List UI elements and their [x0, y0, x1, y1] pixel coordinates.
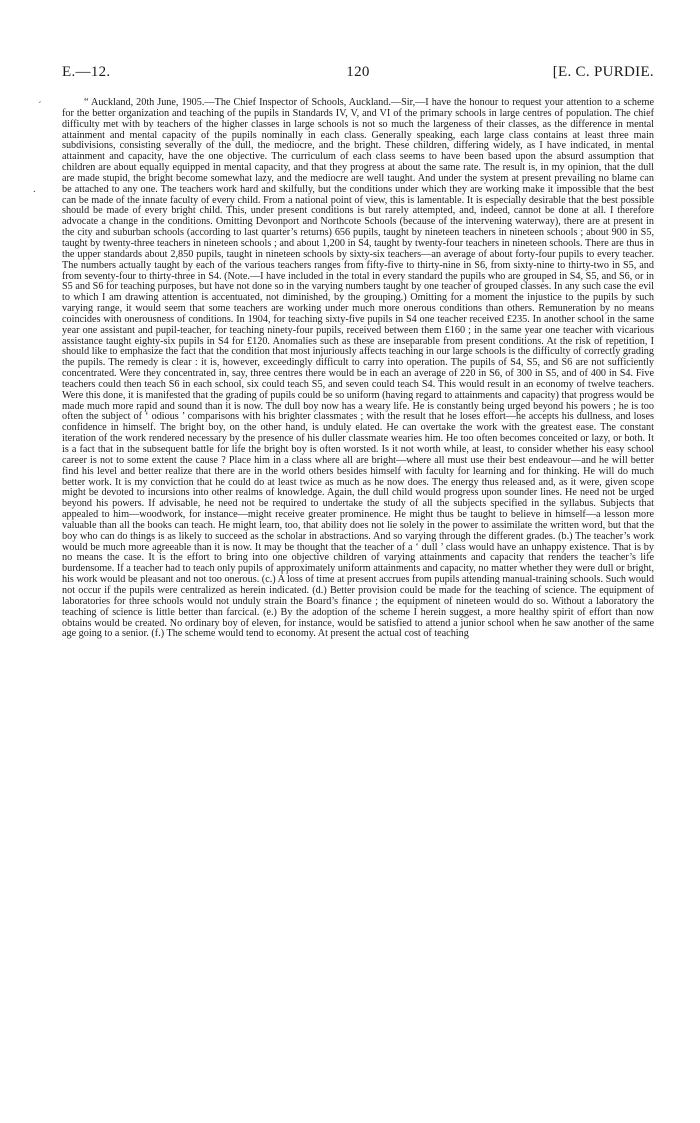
margin-dot-mark: .	[33, 183, 36, 195]
header-document-code: E.—12.	[62, 64, 111, 80]
body-paragraph: “ Auckland, 20th June, 1905.—The Chief Inspector of Schools, Auckland.—Sir,—I have the honour to request your attention to a scheme for the better organization and teaching of the pupils in Standards IV, V, and VI of the primary schools in large centres of population. The chief difficulty met with by teachers of the higher classes in large schools is not so much the largeness of their classes, as the difference in mental attainment and mental capacity of the pupils nominally in each class. Generally speaking, each large class contains at least three main subdivisions, consisting severally of the dull, the mediocre, and the bright. These children, differing widely, as I have indicated, in mental attainment and capacity, have the one objective. The curriculum of each class seems to have been based upon the absurd assumption that children are about equally equipped in mental capacity, and that they progress at about the same rate. The result is, in my opinion, that the dull are made stupid, the bright become somewhat lazy, and the mediocre are well taught. And under the system at present prevailing no blame can be attached to any one. The teachers work hard and skilfully, but the conditions under which they are working make it impossible that the best can be made of the innate faculty of every child. From a national point of view, this is lamentable. It is especially desirable that the best possible should be made of every bright child. This, under present conditions is but rarely attempted, and, indeed, cannot be done at all. I therefore advocate a change in the conditions. Omitting Devonport and Northcote Schools (because of the intervening waterway), there are at present in the city and suburban schools (according to last quarter’s returns) 656 pupils, taught by nineteen teachers in nineteen schools ; about 900 in S5, taught by twenty-three teachers in nineteen schools ; and about 1,200 in S4, taught by twenty-four teachers in nineteen schools. There are thus in the upper standards about 2,850 pupils, taught in nineteen schools by sixty-six teachers—an average of about forty-four pupils to every teacher. The numbers actually taught by each of the various teachers ranges from fifty-five to thirty-nine in S6, from sixty-nine to thirty-two in S5, and from seventy-four to thirty-three in S4. (Note.—I have included in the total in every standard the pupils who are grouped in S4, S5, and S6, or in S5 and S6 for teaching purposes, but have not done so in the varying numbers taught by one teacher of grouped classes. In any such case the evil to which I am drawing attention is accentuated, not diminished, by the grouping.) Omitting for a moment the injustice to the pupils by such varying range, it would seem that some teachers are working under much more onerous conditions than others. Remuneration by no means coincides with onerousness of conditions. In 1904, for teaching sixty-five pupils in S4 one teacher received £235. In another school in the same year one assistant and pupil-teacher, for teaching ninety-four pupils, received between them £160 ; in the same year one teacher with vicarious assistance taught eighty-six pupils in S4 for £120. Anomalies such as these are inseparable from present conditions. At the risk of repetition, I should like to emphasize the fact that the condition that most injuriously affects teaching in our large schools is the difficulty of correctly grading the pupils. The remedy is clear : it is, however, exceedingly difficult to carry into operation. The pupils of S4, S5, and S6 are not sufficiently concentrated. Were they concentrated in, say, three centres there would be in each an average of 220 in S6, of 300 in S5, and of 400 in S4. Five teachers could then teach S6 in each school, six could teach S5, and seven could teach S4. This would result in an economy of twelve teachers. Were this done, it is manifested that the grading of pupils could be so uniform (having regard to attainments and capacity) that progress would be made much more rapid and sound than it is now. The dull boy now has a weary life. He is constantly being urged beyond his powers ; he is too often the subject of ‘ odious ’ comparisons with his brighter classmates ; with the result that he loses effort—he accepts his dullness, and loses confidence in himself. The bright boy, on the other hand, is unduly elated. He can overtake the work with the greatest ease. The constant iteration of the work rendered necessary by the presence of his duller classmate wearies him. He too often becomes conceited or lazy, or both. It is a fact that in the subsequent battle for life the bright boy is often worsted. Is it not worth while, at least, to consider whether his easy school career is not to some extent the cause ? Place him in a class where all are bright—where all must use their best endeavour—and he will better find his level and better realize that there are in the world others besides himself with faculty for learning and for thinking. He will do much better work. It is my conviction that he could do at least twice as much as he now does. The energy thus released and, as it were, given scope might be devoted to incursions into other realms of knowledge. Again, the dull child would progress upon sounder lines. He need not be urged beyond his powers. If advisable, he need not be required to undertake the study of all the subjects specified in the syllabus. Subjects that appealed to him—woodwork, for instance—might receive greater prominence. He might thus be taught to believe in himself—a lesson more valuable than all the books can teach. He might learn, too, that ability does not lie solely in the power to assimilate the written word, but that the boy who can do things is as likely to succeed as the scholar in abstractions. And so varying through the different grades. (b.) The teacher’s work would be much more agreeable than it is now. It may be thought that the teacher of a ‘ dull ’ class would have an unhappy existence. That is by no means the case. It is the effort to bring into one objective children of varying attainments and capacity that renders the teacher’s life burdensome. If a teacher had to teach only pupils of approximately uniform attainments and capacity, no matter whether they were dull or bright, his work would be pleasant and not too onerous. (c.) A loss of time at present accrues from pupils attending manual-training schools. Such would not occur if the pupils were centralized as herein indicated. (d.) Better provision could be made for the teaching of science. The equipment of laboratories for three schools would not unduly strain the Board’s finance ; the equipment of nineteen would do so. Without a laboratory the teaching of science is little better than farcical. (e.) By the adoption of the scheme I herein suggest, a more healthy spirit of effort than now obtains would be created. No ordinary boy of eleven, for instance, would be satisfied to attend a junior school when he saw another of the same age going to a senior. (f.) The scheme would tend to economy. At present the actual cost of teaching	[62, 97, 654, 640]
header-page-number: 120	[346, 64, 370, 80]
page-header	[62, 64, 654, 86]
header-author: [E. C. PURDIE.	[552, 64, 654, 80]
margin-tick-mark: ´	[38, 100, 42, 112]
